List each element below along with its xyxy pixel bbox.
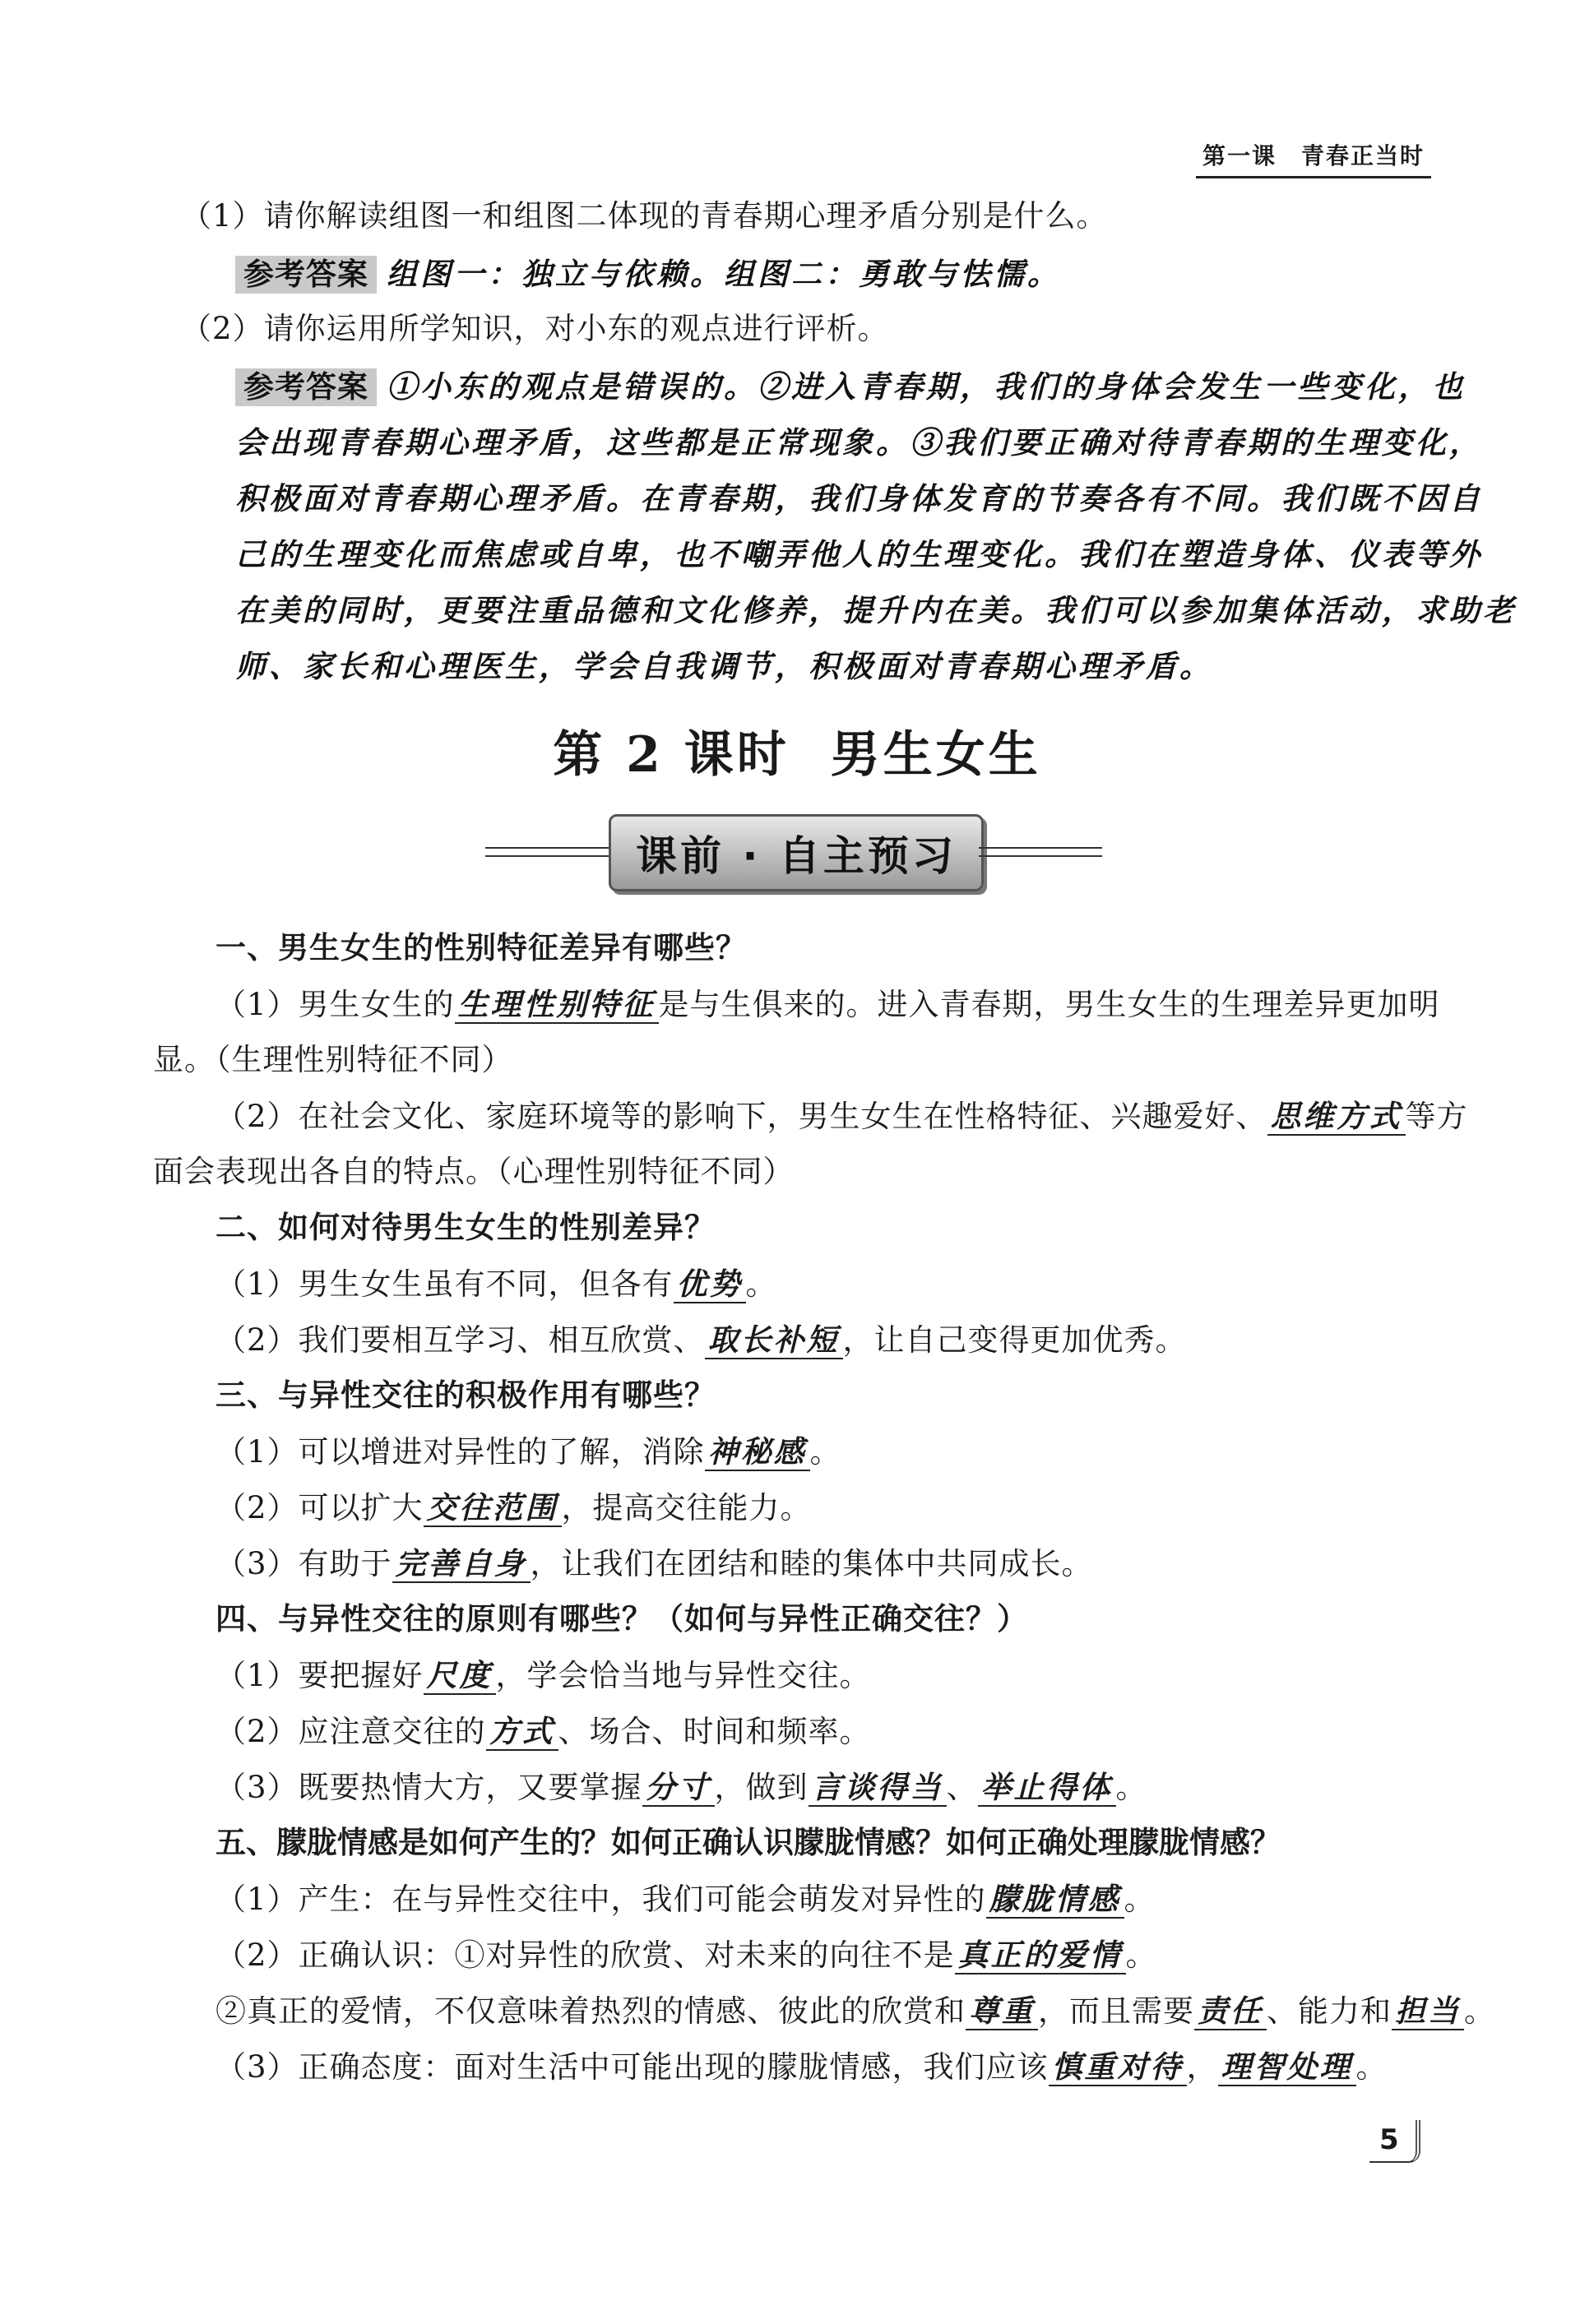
section-4-line-1 <box>215 1655 871 1697</box>
section-1-line-2 <box>215 1095 1468 1137</box>
text-segment: 。 <box>1125 1937 1157 1973</box>
section-4-line-2 <box>215 1711 871 1752</box>
answer-tag-2: 参考答案 <box>235 368 377 406</box>
blank-answer: 神秘感 <box>705 1433 810 1471</box>
text-segment: 、能力和 <box>1267 1993 1392 2029</box>
running-header <box>1196 138 1431 178</box>
text-segment: （2）应注意交往的 <box>215 1714 486 1749</box>
section-4-line-3 <box>215 1766 1147 1808</box>
text-segment: （3）有助于 <box>215 1546 392 1581</box>
section-1-line-1-cont: 显。（生理性别特征不同） <box>153 1042 513 1077</box>
lesson-title-part1: 第 2 课时 <box>553 726 790 784</box>
answer-tag: 参考答案 <box>235 256 377 294</box>
blank-answer: 取长补短 <box>705 1322 843 1359</box>
lesson-title <box>0 715 1594 786</box>
section-1-heading: 一、男生女生的性别特征差异有哪些？ <box>215 930 747 965</box>
section-3-line-1 <box>215 1431 841 1473</box>
answer-2-line-3: 积极面对青春期心理矛盾。在青春期，我们身体发育的节奏各有不同。我们既不因自 <box>235 480 1483 516</box>
text-segment: （1）要把握好 <box>215 1658 424 1693</box>
section-5-line-1 <box>215 1878 1156 1920</box>
text-segment: （3）正确态度：面对生活中可能出现的朦胧情感，我们应该 <box>215 2049 1049 2085</box>
blank-answer: 尊重 <box>966 1993 1038 2030</box>
text-segment: （1）产生：在与异性交往中，我们可能会萌发对异性的 <box>215 1882 986 1917</box>
text-segment: （2）在社会文化、家庭环境等的影响下，男生女生在性格特征、兴趣爱好、 <box>215 1099 1267 1134</box>
section-5-heading: 五、朦胧情感是如何产生的？如何正确认识朦胧情感？如何正确处理朦胧情感？ <box>215 1825 1281 1860</box>
banner-label: 课前 · 自主预习 <box>609 814 984 891</box>
text-segment: （2）我们要相互学习、相互欣赏、 <box>215 1322 705 1358</box>
text-segment: （2）可以扩大 <box>215 1490 424 1525</box>
text-segment: （1）可以增进对异性的了解，消除 <box>215 1434 705 1470</box>
section-2-line-2 <box>215 1319 1187 1361</box>
blank-answer: 方式 <box>486 1713 558 1751</box>
question-1: （1）请你解读组图一和组图二体现的青春期心理矛盾分别是什么。 <box>181 198 1108 234</box>
section-5-line-2 <box>215 1934 1157 1976</box>
text-segment: ，提高交往能力。 <box>561 1490 812 1525</box>
text-segment: （1）男生女生虽有不同，但各有 <box>215 1266 674 1302</box>
text-segment: ②真正的爱情，不仅意味着热烈的情感、彼此的欣赏和 <box>215 1993 966 2029</box>
section-3-line-2 <box>215 1487 812 1529</box>
text-segment: 。 <box>1124 1882 1156 1917</box>
blank-answer: 分寸 <box>642 1769 715 1807</box>
answer-1 <box>235 253 1061 294</box>
answer-2-line-4: 己的生理变化而焦虑或自卑，也不嘲弄他人的生理变化。我们在塑造身体、仪表等外 <box>235 536 1483 572</box>
section-3-line-3 <box>215 1543 1093 1585</box>
blank-answer: 生理性别特征 <box>455 986 659 1024</box>
section-1-line-1 <box>215 984 1440 1025</box>
blank-answer: 朦胧情感 <box>986 1881 1124 1919</box>
blank-answer: 举止得体 <box>978 1769 1116 1807</box>
section-3-heading: 三、与异性交往的积极作用有哪些？ <box>215 1377 716 1413</box>
answer-2-text-1: ①小东的观点是错误的。②进入青春期，我们的身体会发生一些变化，也 <box>387 368 1466 405</box>
section-4-heading: 四、与异性交往的原则有哪些？（如何与异性正确交往？） <box>215 1601 1028 1637</box>
section-5-line-4 <box>215 2046 1388 2088</box>
blank-answer: 担当 <box>1392 1993 1464 2030</box>
blank-answer: 慎重对待 <box>1049 2049 1187 2086</box>
page-number: 5 <box>1369 2120 1420 2163</box>
answer-2-line-1 <box>235 366 1466 407</box>
blank-answer: 尺度 <box>424 1657 496 1695</box>
answer-2-line-2: 会出现青春期心理矛盾，这些都是正常现象。③我们要正确对待青春期的生理变化， <box>235 424 1483 461</box>
text-segment: 。 <box>1464 1993 1495 2029</box>
text-segment: （2）正确认识：①对异性的欣赏、对未来的向往不是 <box>215 1937 955 1973</box>
answer-2-line-5: 在美的同时，更要注重品德和文化修养，提升内在美。我们可以参加集体活动，求助老 <box>235 592 1517 628</box>
header-topic: 青春正当时 <box>1300 142 1425 169</box>
blank-answer: 思维方式 <box>1267 1098 1406 1136</box>
blank-answer: 责任 <box>1194 1993 1267 2030</box>
blank-answer: 真正的爱情 <box>955 1937 1126 1974</box>
answer-2-line-6: 师、家长和心理医生，学会自我调节，积极面对青春期心理矛盾。 <box>235 648 1213 684</box>
text-segment: 。 <box>1115 1770 1147 1805</box>
answer-1-text: 组图一：独立与依赖。组图二：勇敢与怯懦。 <box>387 256 1061 292</box>
text-segment: ，让我们在团结和睦的集体中共同成长。 <box>530 1546 1093 1581</box>
lesson-title-part2: 男生女生 <box>830 726 1041 784</box>
blank-answer: 理智处理 <box>1218 2049 1356 2086</box>
text-segment: ，而且需要 <box>1038 1993 1194 2029</box>
text-segment: ，做到 <box>714 1770 809 1805</box>
blank-answer: 完善自身 <box>392 1545 531 1583</box>
blank-answer: 交往范围 <box>424 1489 562 1527</box>
text-segment: ， <box>1186 2049 1218 2085</box>
text-segment: 。 <box>745 1266 777 1302</box>
banner-rule-left <box>485 847 609 857</box>
question-2: （2）请你运用所学知识，对小东的观点进行评析。 <box>181 311 889 346</box>
text-segment: 。 <box>1355 2049 1388 2085</box>
text-segment: （3）既要热情大方，又要掌握 <box>215 1770 642 1805</box>
header-lesson: 第一课 <box>1202 142 1277 169</box>
text-segment: 。 <box>809 1434 841 1470</box>
section-5-line-3 <box>215 1990 1495 2032</box>
text-segment: 等方 <box>1405 1099 1468 1134</box>
section-2-heading: 二、如何对待男生女生的性别差异？ <box>215 1210 716 1245</box>
section-banner <box>485 814 1102 896</box>
text-segment: ，让自己变得更加优秀。 <box>842 1322 1187 1358</box>
blank-answer: 言谈得当 <box>809 1769 947 1807</box>
text-segment: （1）男生女生的 <box>215 987 455 1022</box>
section-2-line-1 <box>215 1263 777 1305</box>
text-segment: ，学会恰当地与异性交往。 <box>495 1658 871 1693</box>
banner-rule-right <box>979 847 1102 857</box>
section-1-line-2-cont: 面会表现出各自的特点。（心理性别特征不同） <box>153 1154 795 1189</box>
text-segment: 、场合、时间和频率。 <box>558 1714 871 1749</box>
text-segment: 是与生俱来的。进入青春期，男生女生的生理差异更加明 <box>658 987 1440 1022</box>
text-segment: 、 <box>946 1770 978 1805</box>
blank-answer: 优势 <box>674 1266 746 1303</box>
